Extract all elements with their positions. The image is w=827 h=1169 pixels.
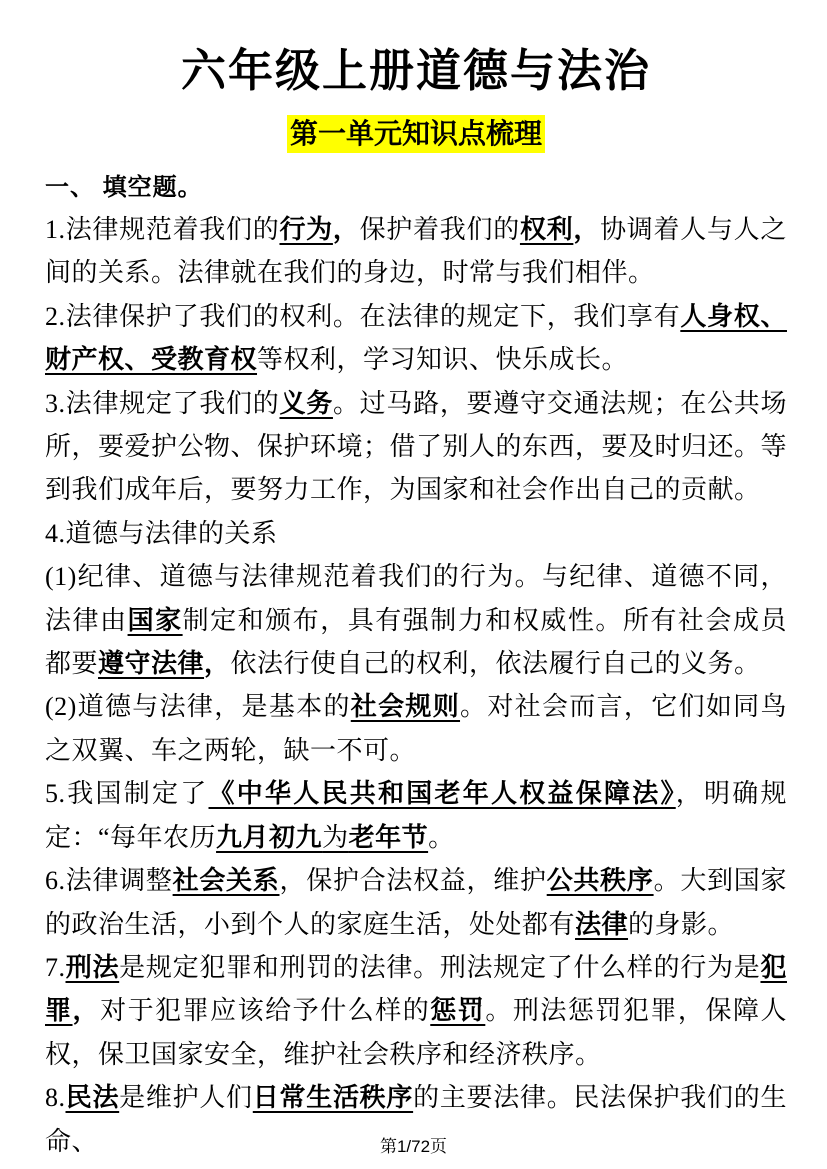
paragraph-8 [45,859,787,946]
text-run: 2.法律保护了我们的权利。在法律的规定下，我们享有 [45,301,681,331]
emphasized-term: 老年节 [348,822,429,852]
text-run: 。过马路，要遵守交通法规；在公共场所，要爱护公物、保护环境；借了别人的东西，要及时归还。等到我们成年后，要努力工作，为国家和社会作出自己的贡献。 [45,388,788,505]
text-run: 的主要法律。民法保护我们的生命、 [45,1083,787,1156]
section-heading: 一、 填空题。 [45,174,203,201]
emphasized-term: ， [72,996,101,1026]
text-run: 的身影。 [628,909,735,939]
emphasized-term: ， [573,215,601,244]
emphasized-term: 为 [322,822,349,852]
emphasized-term: 惩罚 [430,996,486,1026]
emphasized-term: 公共秩序 [546,866,654,896]
text-run: 依法行使自己的权利，依法履行自己的义务。 [230,649,761,679]
text-run: 。刑法惩罚犯罪，保障人权，保卫国家安全，维护社会秩序和经济秩序。 [45,996,787,1069]
emphasized-term: 义务 [279,388,333,418]
text-run: 等权利，学习知识、快乐成长。 [257,345,629,375]
text-run: 7. [45,952,66,982]
text-run: ，保护合法权益，维护 [279,866,547,896]
text-run: 。 [428,822,455,852]
paragraph-7 [45,772,787,859]
text-run: 6.法律调整 [45,866,173,896]
text-run: 4.道德与法律的关系 [45,518,278,548]
paragraph-5 [45,555,787,685]
text-run: 对于犯罪应该给予什么样的 [100,996,431,1026]
unit-subtitle-highlight: 第一单元知识点梳理 [287,115,545,153]
paragraph-2 [45,295,787,382]
emphasized-term: 人身权、财产权、受教育权 [45,301,787,375]
text-run: 协调着人与人之间的关系。法律就在我们的身边，时常与我们相伴。 [45,215,787,288]
paragraph-6 [45,685,787,772]
emphasized-term: 社会规则 [350,692,461,722]
subtitle-row [45,115,787,153]
text-run: 是规定犯罪和刑罚的法律。刑法规定了什么样的行为是 [119,952,761,982]
text-run: 5.我国制定了 [45,779,209,809]
emphasized-term: 遵守法律 [98,649,205,679]
text-run: 保护着我们的 [359,215,520,244]
paragraph-container [45,208,787,1163]
text-run: 制定和颁布，具有强制力和权威性。所有社会成员都要 [45,605,787,679]
emphasized-term: 刑法 [65,952,120,982]
emphasized-term: ， [204,649,231,679]
emphasized-term: 行为 [279,215,333,244]
emphasized-term: 《中华人民共和国老年人权益保障法》 [208,779,676,809]
text-run: 3.法律规定了我们的 [45,388,280,418]
text-run: 是维护人们 [119,1083,253,1113]
paragraph-9 [45,946,787,1076]
emphasized-term: 法律 [575,909,629,939]
text-run: 。对社会而言，它们如同鸟之双翼、车之两轮，缺一不可。 [45,692,787,765]
text-run: 8. [45,1083,66,1113]
text-run: 1.法律规范着我们的 [45,215,280,244]
document-title: 六年级上册道德与法治 [180,46,651,96]
emphasized-term: 国家 [127,605,183,635]
emphasized-term: 民法 [65,1083,120,1113]
text-run: (2)道德与法律，是基本的 [45,692,351,722]
text-run: 。大到国家的政治生活，小到个人的家庭生活，处处都有 [45,866,787,939]
emphasized-term: ， [332,215,360,244]
emphasized-term: 犯罪 [45,952,787,1026]
emphasized-term: 权利 [519,215,574,244]
emphasized-term: 日常生活秩序 [252,1083,414,1113]
emphasized-term: 社会关系 [172,866,280,896]
text-run: ，明确规定：“每年农历 [45,779,787,852]
paragraph-3 [45,382,787,512]
paragraph-1 [45,208,787,295]
text-run: (1)纪律、道德与法律规范着我们的行为。与纪律、道德不同，法律由 [45,562,787,635]
page-number: 第1/72页 [379,1137,448,1156]
emphasized-term: 九月初九 [216,822,323,852]
paragraph-4 [45,512,787,555]
